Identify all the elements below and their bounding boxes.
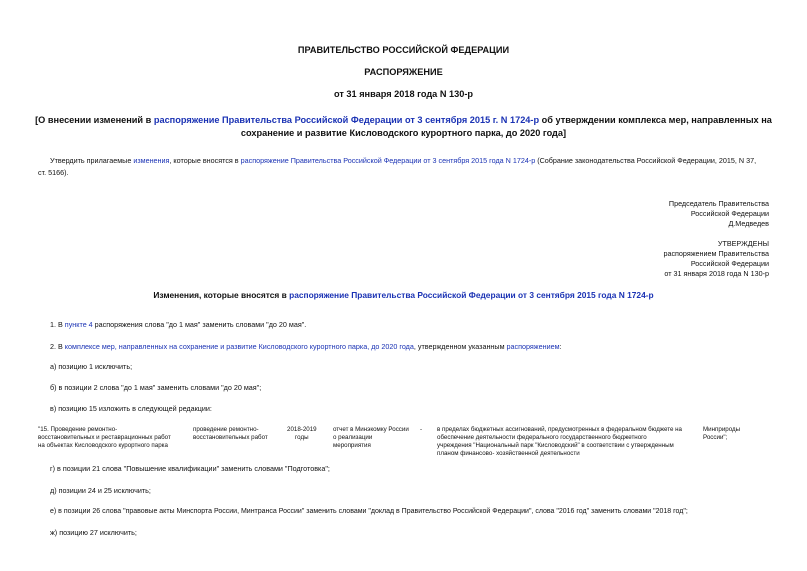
item-g: г) в позиции 21 слова "Повышение квалификации" заменить словами "Подготовка";: [50, 464, 330, 473]
item-2-suffix: :: [559, 342, 562, 351]
title-suffix: об утверждении комплекса мер, направленных на: [539, 115, 772, 125]
item-a: а) позицию 1 исключить;: [50, 362, 133, 371]
doc-title-line-1: [0, 115, 807, 125]
item-2-link-order[interactable]: распоряжением: [506, 342, 560, 351]
item-1: [50, 320, 306, 329]
item-d: д) позиции 24 и 25 исключить;: [50, 486, 151, 495]
item-v: в) позицию 15 изложить в следующей редакции:: [50, 404, 212, 413]
item-1-prefix: 1. В: [50, 320, 65, 329]
doc-title-line-2: сохранение и развитие Кисловодского курортного парка, до 2020 года]: [240, 128, 567, 138]
doc-type-heading: РАСПОРЯЖЕНИЕ: [364, 67, 443, 77]
item-b: б) в позиции 2 слова "до 1 мая" заменить словами "до 20 мая";: [50, 383, 262, 392]
signature-org: Российской Федерации: [690, 209, 769, 218]
signature-name: Д.Медведев: [728, 219, 769, 228]
approval-org: Российской Федерации: [690, 259, 769, 268]
intro-line-1: [50, 156, 756, 165]
row-responsible: Минприроды России";: [703, 426, 741, 441]
item-2: [50, 342, 562, 351]
item-zh: ж) позицию 27 исключить;: [50, 528, 137, 537]
intro-link-order[interactable]: распоряжение Правительства Российской Федерации от 3 сентября 2015 года N 1724-р: [240, 156, 536, 165]
changes-heading-prefix: Изменения, которые вносятся в: [153, 290, 290, 300]
intro-link-changes[interactable]: изменения: [133, 156, 170, 165]
title-link[interactable]: распоряжение Правительства Российской Федерации от 3 сентября 2015 г. N 1724-р: [153, 115, 540, 125]
changes-heading: [0, 290, 807, 300]
title-prefix: [О внесении изменений в: [35, 115, 154, 125]
row-dash: -: [420, 426, 423, 433]
signature-position: Председатель Правительства: [668, 199, 769, 208]
row-work-type: проведение ремонтно- восстановительных работ: [193, 426, 268, 441]
row-report: отчет в Минэкомку России о реализации мероприятия: [333, 426, 409, 449]
government-heading: ПРАВИТЕЛЬСТВО РОССИЙСКОЙ ФЕДЕРАЦИИ: [297, 45, 510, 55]
intro-line-2: ст. 5166).: [38, 168, 69, 177]
item-2-mid: , утвержденном указанным: [413, 342, 507, 351]
intro-text-2: , которые вносятся в: [169, 156, 241, 165]
intro-text-3: (Собрание законодательства Российской Федерации, 2015, N 37,: [535, 156, 757, 165]
approval-title: УТВЕРЖДЕНЫ: [717, 239, 769, 248]
item-2-prefix: 2. В: [50, 342, 65, 351]
item-e: е) в позиции 26 слова "правовые акты Минспорта России, Минтранса России" заменить словами "доклад в Правительство Российской Федерации", слова "2016 год" заменить словами "2018 год";: [50, 508, 688, 515]
approval-by: распоряжением Правительства: [663, 249, 769, 258]
changes-heading-link[interactable]: распоряжение Правительства Российской Федерации от 3 сентября 2015 года N 1724-р: [289, 290, 654, 300]
item-1-suffix: распоряжения слова "до 1 мая" заменить словами "до 20 мая".: [92, 320, 307, 329]
item-2-link-complex[interactable]: комплексе мер, направленных на сохранение и развитие Кисловодского курортного парка, до 2020 года: [64, 342, 414, 351]
doc-date-number: от 31 января 2018 года N 130-р: [333, 89, 474, 99]
approval-date: от 31 января 2018 года N 130-р: [664, 269, 769, 278]
row-period: 2018-2019 годы: [287, 426, 317, 441]
intro-text-1: Утвердить прилагаемые: [50, 156, 134, 165]
row-work-name: "15. Проведение ремонтно- восстановительных и реставрационных работ на объектах Кисловодского курортного парка: [38, 426, 171, 449]
item-1-link[interactable]: пункте 4: [64, 320, 93, 329]
row-funding: в пределах бюджетных ассигнований, предусмотренных в федеральном бюджете на обеспечение деятельности федерального государственного бюджетного учреждения "Национальный парк "Кисловодский" в соответствии с утвержденным планом финансово- хозяйственной деятельности: [437, 426, 682, 457]
